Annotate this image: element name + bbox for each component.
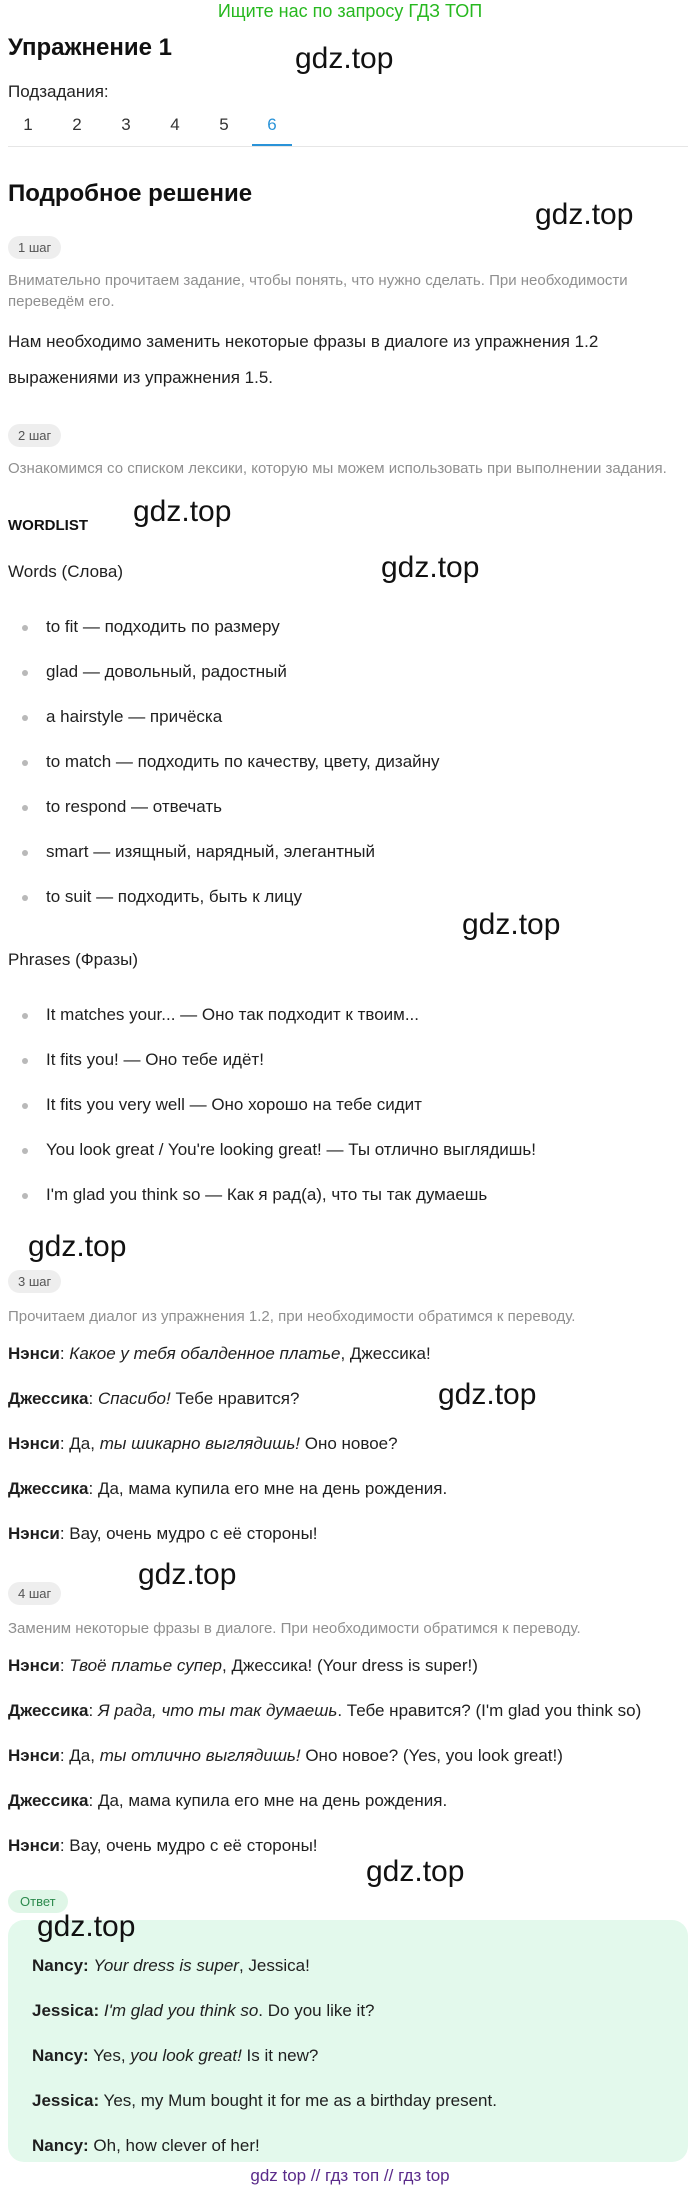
list-item: It fits you very well — Оно хорошо на тебе сидит <box>22 1093 422 1117</box>
dialog-line: Нэнси: Да, ты шикарно выглядишь! Оно новое? <box>8 1434 398 1453</box>
dialog-line: Джессика: Да, мама купила его мне на день рождения. <box>8 1791 448 1810</box>
bullet-icon <box>22 1193 28 1199</box>
phrases-heading: Phrases (Фразы) <box>8 950 139 969</box>
list-item: It fits you! — Оно тебе идёт! <box>22 1048 264 1072</box>
footer-links <box>0 2166 700 2186</box>
section-title: Подробное решение <box>8 180 253 207</box>
bullet-icon <box>22 1103 28 1109</box>
dialog-line: Нэнси: Твоё платье супер, Джессика! (Your dress is super!) <box>8 1656 478 1675</box>
step-badge: 2 шаг <box>8 424 61 447</box>
watermark: gdz.top <box>295 42 394 75</box>
answer-line: Nancy: Oh, how clever of her! <box>32 2136 260 2155</box>
answer-badge: Ответ <box>8 1890 68 1913</box>
tab-6[interactable]: 6 <box>252 110 292 146</box>
words-heading: Words (Слова) <box>8 562 123 581</box>
watermark: gdz.top <box>438 1378 537 1411</box>
list-item: I'm glad you think so — Как я рад(а), что ты так думаешь <box>22 1183 487 1207</box>
bullet-icon <box>22 895 28 901</box>
dialog-line: Нэнси: Вау, очень мудро с её стороны! <box>8 1524 318 1543</box>
bullet-icon <box>22 850 28 856</box>
list-item: to match — подходить по качеству, цвету, дизайну <box>22 750 440 774</box>
list-item: It matches your... — Оно так подходит к твоим... <box>22 1003 419 1027</box>
step-badge: 1 шаг <box>8 236 61 259</box>
bullet-icon <box>22 1148 28 1154</box>
dialog-line: Джессика: Спасибо! Тебе нравится? <box>8 1389 300 1408</box>
list-item: to fit — подходить по размеру <box>22 615 280 639</box>
exercise-title: Упражнение 1 <box>8 34 172 61</box>
step-badge: 4 шаг <box>8 1582 61 1605</box>
bullet-icon <box>22 805 28 811</box>
watermark: gdz.top <box>138 1558 237 1591</box>
step-text: Нам необходимо заменить некоторые фразы в диалоге из упражнения 1.2 <box>8 332 599 351</box>
dialog-line: Джессика: Я рада, что ты так думаешь. Тебе нравится? (I'm glad you think so) <box>8 1701 642 1720</box>
watermark: gdz.top <box>462 908 561 941</box>
tab-1[interactable]: 1 <box>23 115 33 134</box>
tab-2[interactable]: 2 <box>72 115 82 134</box>
tab-3[interactable]: 3 <box>121 115 131 134</box>
tab-4[interactable]: 4 <box>170 115 180 134</box>
answer-line: Nancy: Your dress is super, Jessica! <box>32 1956 310 1975</box>
search-banner: Ищите нас по запросу ГДЗ ТОП <box>217 1 483 21</box>
watermark: gdz.top <box>133 495 232 528</box>
bullet-icon <box>22 760 28 766</box>
subtask-tabs <box>8 110 688 147</box>
step-hint: Внимательно прочитаем задание, чтобы понять, что нужно сделать. При необходимости переведём его. <box>8 272 628 310</box>
footer-link-gdz-top-ru[interactable]: гдз топ <box>325 2166 380 2185</box>
step-hint: Ознакомимся со списком лексики, которую мы можем использовать при выполнении задания. <box>8 460 667 477</box>
bullet-icon <box>22 1058 28 1064</box>
bullet-icon <box>22 715 28 721</box>
bullet-icon <box>22 670 28 676</box>
dialog-line: Джессика: Да, мама купила его мне на день рождения. <box>8 1479 448 1498</box>
list-item: a hairstyle — причёска <box>22 705 222 729</box>
footer-link-gdz-top-mixed[interactable]: гдз top <box>398 2166 450 2185</box>
footer-separator: // <box>310 2166 321 2185</box>
dialog-line: Нэнси: Какое у тебя обалденное платье, Джессика! <box>8 1344 431 1363</box>
step-text: выражениями из упражнения 1.5. <box>8 368 273 387</box>
wordlist-heading: WORDLIST <box>8 517 88 534</box>
dialog-line: Нэнси: Вау, очень мудро с её стороны! <box>8 1836 318 1855</box>
watermark: gdz.top <box>535 198 634 231</box>
footer-separator: // <box>383 2166 394 2185</box>
list-item: to respond — отвечать <box>22 795 222 819</box>
answer-line: Nancy: Yes, you look great! Is it new? <box>32 2046 319 2065</box>
answer-line: Jessica: Yes, my Mum bought it for me as a birthday present. <box>32 2091 497 2110</box>
bullet-icon <box>22 1013 28 1019</box>
footer-link-gdz-top[interactable]: gdz top <box>250 2166 307 2185</box>
step-badge: 3 шаг <box>8 1270 61 1293</box>
watermark: gdz.top <box>381 551 480 584</box>
list-item: You look great / You're looking great! — Ты отлично выглядишь! <box>22 1138 536 1162</box>
tab-5[interactable]: 5 <box>219 115 229 134</box>
step-hint: Прочитаем диалог из упражнения 1.2, при необходимости обратимся к переводу. <box>8 1308 576 1325</box>
list-item: glad — довольный, радостный <box>22 660 287 684</box>
list-item: to suit — подходить, быть к лицу <box>22 885 302 909</box>
answer-line: Jessica: I'm glad you think so. Do you like it? <box>32 2001 375 2020</box>
dialog-line: Нэнси: Да, ты отлично выглядишь! Оно новое? (Yes, you look great!) <box>8 1746 563 1765</box>
subtasks-label: Подзадания: <box>8 82 109 101</box>
list-item: smart — изящный, нарядный, элегантный <box>22 840 375 864</box>
watermark: gdz.top <box>37 1910 136 1943</box>
bullet-icon <box>22 625 28 631</box>
watermark: gdz.top <box>28 1230 127 1263</box>
watermark: gdz.top <box>366 1855 465 1888</box>
step-hint: Заменим некоторые фразы в диалоге. При необходимости обратимся к переводу. <box>8 1620 581 1637</box>
